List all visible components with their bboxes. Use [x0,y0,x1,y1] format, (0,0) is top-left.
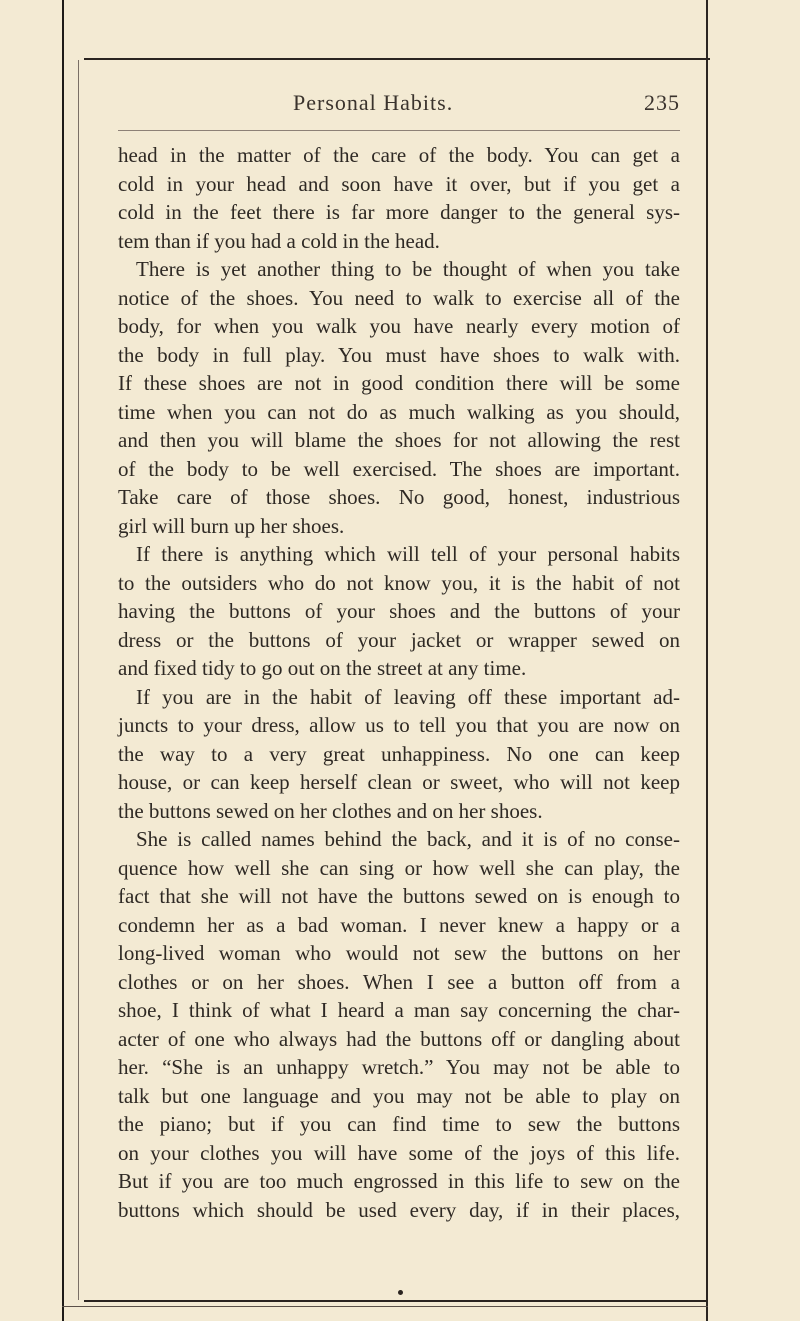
text-line: But if you are too much engrossed in this life to sew on the [118,1169,680,1193]
text-line: There is yet another thing to be thought of when you take [136,257,680,281]
text-line: cold in your head and soon have it over, but if you get a [118,171,680,196]
text-body [118,141,680,1224]
text-line: having the buttons of your shoes and the buttons of your [118,599,680,623]
text-line: talk but one language and you may not be able to play on [118,1083,680,1108]
bottom-border-rule [84,1300,708,1302]
page-header [118,90,680,122]
text-line: the way to a very great unhappiness. No one can keep [118,741,680,766]
text-line: long-lived woman who would not sew the buttons on her [118,941,680,965]
top-border-rule [84,58,710,60]
text-line: notice of the shoes. You need to walk to exercise all of the [118,285,680,310]
inner-margin-rule [78,60,79,1300]
text-line: of the body to be well exercised. The shoes are important. [118,456,680,481]
text-line: and fixed tidy to go out on the street at any time. [118,656,527,680]
text-line: the body in full play. You must have shoes to walk with. [118,342,680,367]
printer-mark [398,1290,403,1295]
text-line: the piano; but if you can find time to sew the buttons [118,1112,680,1136]
running-head: Personal Habits. [293,90,454,115]
text-line: If you are in the habit of leaving off these important ad- [136,684,680,709]
text-line: to the outsiders who do not know you, it is the habit of not [118,570,680,595]
text-line: head in the matter of the care of the body. You can get a [118,143,680,167]
text-line: clothes or on her shoes. When I see a button off from a [118,969,680,994]
text-line: juncts to your dress, allow us to tell you that you are now on [118,713,680,737]
text-line: and then you will blame the shoes for not allowing the rest [118,428,680,452]
text-line: quence how well she can sing or how well she can play, the [118,855,680,880]
text-line: on your clothes you will have some of the joys of this life. [118,1140,680,1165]
text-line: She is called names behind the back, and it is of no conse- [136,827,680,851]
text-line: her. “She is an unhappy wretch.” You may not be able to [118,1055,680,1079]
text-line: If these shoes are not in good condition there will be some [118,371,680,395]
text-line: Take care of those shoes. No good, honest, industrious [118,485,680,509]
text-line: shoe, I think of what I heard a man say concerning the char- [118,998,680,1022]
header-rule [118,130,680,131]
text-line: If there is anything which will tell of your personal habits [136,542,680,566]
text-line: the buttons sewed on her clothes and on her shoes. [118,798,543,823]
text-line: body, for when you walk you have nearly every motion of [118,314,680,338]
text-line: tem than if you had a cold in the head. [118,228,440,253]
text-line: acter of one who always had the buttons off or dangling about [118,1026,680,1051]
text-line: girl will burn up her shoes. [118,513,345,538]
text-line: fact that she will not have the buttons sewed on is enough to [118,884,680,908]
text-line: buttons which should be used every day, if in their places, [118,1197,680,1222]
text-line: time when you can not do as much walking as you should, [118,399,680,424]
text-line: house, or can keep herself clean or sweet, who will not keep [118,770,680,794]
text-line: cold in the feet there is far more danger to the general sys- [118,200,680,224]
text-line: condemn her as a bad woman. I never knew a happy or a [118,912,680,937]
page-number: 235 [644,90,680,115]
text-line: dress or the buttons of your jacket or wrapper sewed on [118,627,680,652]
bottom-outer-rule [62,1306,708,1307]
